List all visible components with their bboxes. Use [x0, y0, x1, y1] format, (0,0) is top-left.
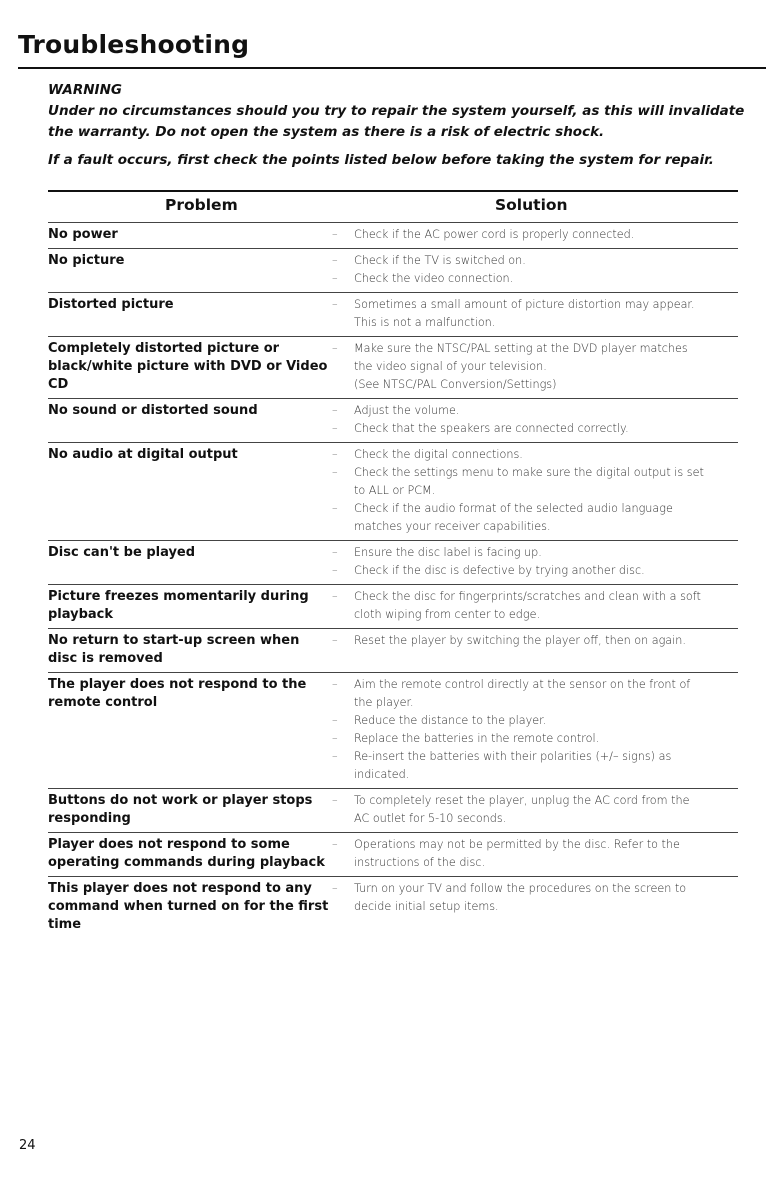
- solution-item: [332, 676, 737, 712]
- dash-bullet-icon: –: [332, 750, 338, 763]
- dash-bullet-icon: –: [332, 732, 338, 745]
- dash-bullet-icon: –: [332, 404, 338, 417]
- solution-cell: [332, 880, 737, 934]
- solution-cell: [332, 544, 737, 580]
- solution-item: [332, 296, 737, 332]
- solution-cell: [332, 792, 737, 828]
- problem-cell: Completely distorted picture or black/white picture with DVD or Video CD: [48, 341, 328, 392]
- solution-item: [332, 402, 737, 420]
- solution-text: Check if the disc is defective by trying another disc.: [354, 564, 645, 577]
- solution-cell: [332, 676, 737, 784]
- dash-bullet-icon: –: [332, 564, 338, 577]
- solution-text: Check if the audio format of the selected audio language matches your receiver capabilities.: [354, 502, 673, 533]
- dash-bullet-icon: –: [332, 254, 338, 267]
- solution-item: [332, 544, 737, 562]
- solution-item: [332, 226, 737, 244]
- solution-item: [332, 270, 737, 288]
- solution-item: [332, 340, 737, 394]
- solution-text: To completely reset the player, unplug the AC cord from the AC outlet for 5-10 seconds.: [354, 794, 690, 825]
- solution-item: [332, 252, 737, 270]
- solution-text: Check if the AC power cord is properly connected.: [354, 228, 635, 241]
- problem-cell: No picture: [48, 253, 125, 268]
- solution-text: Check the settings menu to make sure the digital output is set to ALL or PCM.: [354, 466, 704, 497]
- problem-cell: No audio at digital output: [48, 447, 238, 462]
- warning-note: If a fault occurs, first check the points listed below before taking the system for repair.: [48, 152, 714, 168]
- dash-bullet-icon: –: [332, 590, 338, 603]
- dash-bullet-icon: –: [332, 298, 338, 311]
- solution-text: Check that the speakers are connected correctly.: [354, 422, 629, 435]
- solution-text: Reduce the distance to the player.: [354, 714, 547, 727]
- problem-cell: This player does not respond to any command when turned on for the first time: [48, 881, 329, 932]
- solution-text: Adjust the volume.: [354, 404, 460, 417]
- dash-bullet-icon: –: [332, 882, 338, 895]
- solution-text: Reset the player by switching the player off, then on again.: [354, 634, 686, 647]
- solution-cell: [332, 296, 737, 332]
- solution-item: [332, 792, 737, 828]
- solution-cell: [332, 632, 737, 668]
- solution-text: Replace the batteries in the remote control.: [354, 732, 600, 745]
- solution-header: Solution: [495, 196, 568, 214]
- solution-text: Ensure the disc label is facing up.: [354, 546, 542, 559]
- dash-bullet-icon: –: [332, 502, 338, 515]
- dash-bullet-icon: –: [332, 466, 338, 479]
- page-number: 24: [19, 1138, 36, 1153]
- dash-bullet-icon: –: [332, 714, 338, 727]
- title-rule: [18, 67, 766, 69]
- solution-text: Aim the remote control directly at the sensor on the front of the player.: [354, 678, 691, 709]
- table-row: [48, 832, 738, 876]
- table-row: [48, 584, 738, 628]
- problem-cell: No power: [48, 227, 118, 242]
- table-row: [48, 248, 738, 292]
- solution-cell: [332, 340, 737, 394]
- table-row: [48, 540, 738, 584]
- dash-bullet-icon: –: [332, 422, 338, 435]
- solution-text: Sometimes a small amount of picture distortion may appear. This is not a malfunction.: [354, 298, 695, 329]
- problem-header: Problem: [165, 196, 238, 214]
- table-body: [48, 222, 738, 938]
- dash-bullet-icon: –: [332, 634, 338, 647]
- solution-item: [332, 446, 737, 464]
- dash-bullet-icon: –: [332, 838, 338, 851]
- solution-text: Operations may not be permitted by the disc. Refer to the instructions of the disc.: [354, 838, 680, 869]
- table-row: [48, 628, 738, 672]
- warning-text: Under no circumstances should you try to repair the system yourself, as this will invalidate the warranty. Do not open the system as there is a risk of electric shock.: [48, 103, 745, 140]
- table-row: [48, 672, 738, 788]
- problem-cell: No return to start-up screen when disc is removed: [48, 633, 300, 666]
- warning-heading: WARNING: [48, 82, 122, 98]
- table-row: [48, 398, 738, 442]
- dash-bullet-icon: –: [332, 342, 338, 355]
- table-row: [48, 222, 738, 248]
- dash-bullet-icon: –: [332, 272, 338, 285]
- table-header: [48, 192, 738, 222]
- solution-text: Re-insert the batteries with their polarities (+/– signs) as indicated.: [354, 750, 672, 781]
- solution-cell: [332, 226, 737, 244]
- problem-cell: No sound or distorted sound: [48, 403, 258, 418]
- table-row: [48, 442, 738, 540]
- dash-bullet-icon: –: [332, 794, 338, 807]
- solution-item: [332, 464, 737, 500]
- solution-text: Check if the TV is switched on.: [354, 254, 526, 267]
- table-row: [48, 336, 738, 398]
- solution-item: [332, 588, 737, 624]
- solution-cell: [332, 446, 737, 536]
- solution-item: [332, 420, 737, 438]
- solution-text: Check the video connection.: [354, 272, 514, 285]
- dash-bullet-icon: –: [332, 678, 338, 691]
- solution-cell: [332, 252, 737, 288]
- solution-item: [332, 632, 737, 650]
- troubleshooting-table: [48, 190, 738, 938]
- problem-cell: Disc can't be played: [48, 545, 196, 560]
- solution-cell: [332, 402, 737, 438]
- table-row: [48, 292, 738, 336]
- solution-item: [332, 500, 737, 536]
- problem-cell: The player does not respond to the remote control: [48, 677, 307, 710]
- dash-bullet-icon: –: [332, 448, 338, 461]
- solution-text: Make sure the NTSC/PAL setting at the DVD player matches the video signal of your television. (See NTSC/PAL Conversion/Settings): [354, 342, 688, 391]
- solution-text: Check the disc for fingerprints/scratches and clean with a soft cloth wiping from center to edge.: [354, 590, 701, 621]
- problem-cell: Distorted picture: [48, 297, 174, 312]
- table-row: [48, 876, 738, 938]
- solution-cell: [332, 836, 737, 872]
- solution-item: [332, 730, 737, 748]
- table-row: [48, 788, 738, 832]
- solution-cell: [332, 588, 737, 624]
- page-title: Troubleshooting: [18, 30, 250, 59]
- solution-text: Check the digital connections.: [354, 448, 523, 461]
- problem-cell: Picture freezes momentarily during playback: [48, 589, 309, 622]
- solution-item: [332, 562, 737, 580]
- dash-bullet-icon: –: [332, 228, 338, 241]
- dash-bullet-icon: –: [332, 546, 338, 559]
- problem-cell: Player does not respond to some operating commands during playback: [48, 837, 325, 870]
- solution-text: Turn on your TV and follow the procedures on the screen to decide initial setup items.: [354, 882, 687, 913]
- warning-block: [48, 80, 758, 171]
- solution-item: [332, 712, 737, 730]
- problem-cell: Buttons do not work or player stops responding: [48, 793, 313, 826]
- solution-item: [332, 880, 737, 916]
- solution-item: [332, 748, 737, 784]
- solution-item: [332, 836, 737, 872]
